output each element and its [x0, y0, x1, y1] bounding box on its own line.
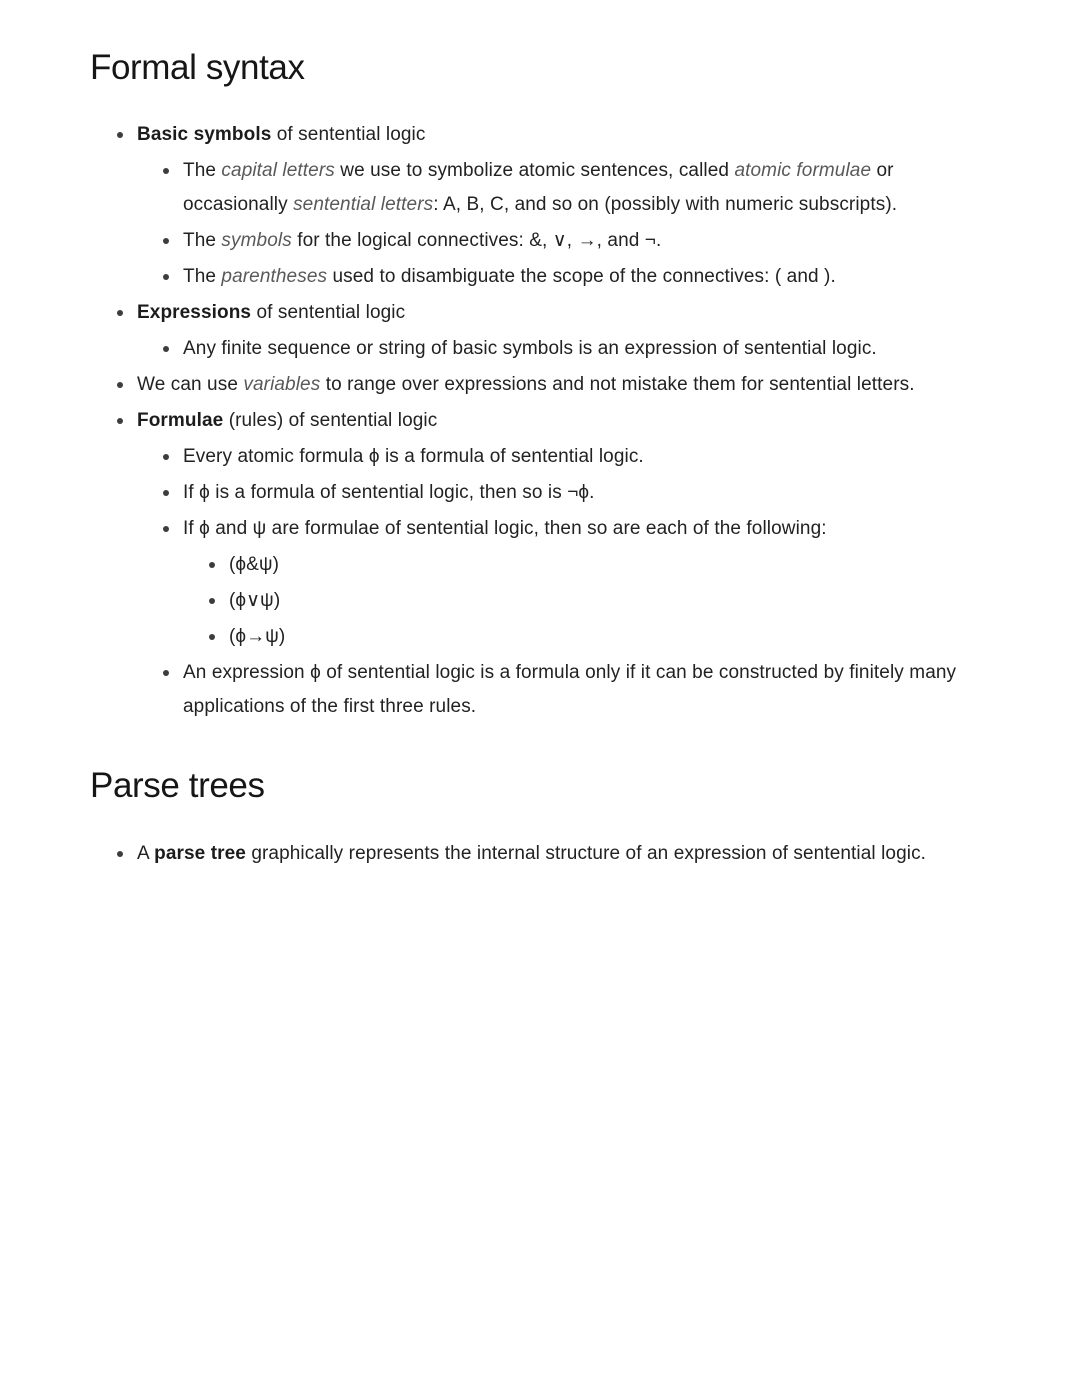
text-run-normal: used to disambiguate the scope of the connectives: ( and ). [327, 266, 836, 288]
text-run-italic: sentential letters [293, 194, 434, 216]
text-run-bold: Expressions [137, 302, 252, 324]
list-item-text [183, 154, 990, 222]
list-item [163, 260, 990, 294]
text-run-italic: capital letters [221, 160, 335, 182]
text-run-normal: A [137, 842, 155, 864]
text-run-normal: to range over expressions and not mistake them for sentential letters. [320, 374, 915, 396]
list-item [163, 512, 990, 546]
text-run-normal: graphically represents the internal structure of an expression of sentential logic. [245, 842, 927, 864]
list-item-text [229, 584, 280, 618]
list-item [163, 476, 990, 510]
list-item-text [183, 476, 595, 510]
text-run-italic: symbols [221, 230, 292, 252]
text-run-normal: If ϕ is a formula of sentential logic, then so is ¬ϕ. [183, 482, 595, 504]
list-item-text [183, 440, 644, 474]
bullet-list [90, 837, 990, 871]
text-run-normal: The [183, 230, 222, 252]
list-item-text [183, 332, 877, 366]
list-item-text [229, 620, 285, 654]
bullet-icon [117, 310, 123, 316]
text-run-normal: Every atomic formula ϕ is a formula of sentential logic. [183, 446, 644, 468]
text-run-normal: If ϕ and ψ are formulae of sentential logic, then so are each of the following: [183, 518, 827, 540]
list-item [117, 118, 990, 152]
bullet-list [90, 118, 990, 724]
bullet-icon [209, 562, 215, 568]
text-run-normal: An expression ϕ of sentential logic is a formula only if it can be constructed by finitely many applications of the first three rules. [183, 662, 957, 718]
text-run-normal: (ϕ&ψ) [229, 554, 280, 576]
bullet-icon [117, 382, 123, 388]
list-item [163, 656, 990, 724]
text-run-normal: (rules) of sentential logic [223, 410, 438, 432]
list-item [117, 296, 990, 330]
text-run-normal: of sentential logic [251, 302, 406, 324]
list-item-text [137, 404, 437, 438]
text-run-normal: for the logical connectives: &, ∨, →, and ¬. [291, 230, 662, 252]
bullet-icon [209, 634, 215, 640]
bullet-icon [163, 168, 169, 174]
list-item [117, 837, 990, 871]
list-item [117, 404, 990, 438]
text-run-normal: of sentential logic [271, 124, 426, 146]
bullet-icon [117, 418, 123, 424]
bullet-icon [163, 238, 169, 244]
text-run-italic: variables [243, 374, 321, 396]
text-run-normal: The [183, 160, 222, 182]
bullet-icon [117, 132, 123, 138]
bullet-icon [209, 598, 215, 604]
text-run-bold: parse tree [154, 842, 246, 864]
text-run-italic: parentheses [221, 266, 328, 288]
text-run-normal: : A, B, C, and so on (possibly with numeric subscripts). [433, 194, 898, 216]
bullet-icon [163, 454, 169, 460]
text-run-normal: We can use [137, 374, 244, 396]
bullet-icon [163, 526, 169, 532]
list-item-text [137, 837, 926, 871]
text-run-normal: (ϕ→ψ) [229, 626, 286, 648]
list-item-text [183, 260, 836, 294]
list-item [163, 440, 990, 474]
bullet-icon [163, 670, 169, 676]
list-item [117, 368, 990, 402]
text-run-italic: atomic formulae [734, 160, 872, 182]
text-run-normal: (ϕ∨ψ) [229, 590, 281, 612]
text-run-normal: or occasionally [183, 160, 894, 216]
bullet-icon [163, 490, 169, 496]
list-item [209, 584, 990, 618]
text-run-bold: Basic symbols [137, 124, 272, 146]
bullet-icon [163, 274, 169, 280]
list-item-text [137, 118, 425, 152]
list-item-text [183, 512, 827, 546]
list-item [163, 224, 990, 258]
section-heading: Parse trees [90, 766, 265, 806]
list-item-text [183, 656, 990, 724]
list-item-text [183, 224, 661, 258]
list-item [209, 548, 990, 582]
list-item-text [137, 296, 405, 330]
text-run-normal: Any finite sequence or string of basic symbols is an expression of sentential logic. [183, 338, 877, 360]
list-item [209, 620, 990, 654]
text-run-normal: The [183, 266, 222, 288]
text-run-normal: we use to symbolize atomic sentences, called [334, 160, 735, 182]
bullet-icon [117, 851, 123, 857]
list-item [163, 332, 990, 366]
list-item [163, 154, 990, 222]
list-item-text [137, 368, 915, 402]
bullet-icon [163, 346, 169, 352]
text-run-bold: Formulae [137, 410, 224, 432]
list-item-text [229, 548, 279, 582]
section-heading: Formal syntax [90, 48, 305, 87]
